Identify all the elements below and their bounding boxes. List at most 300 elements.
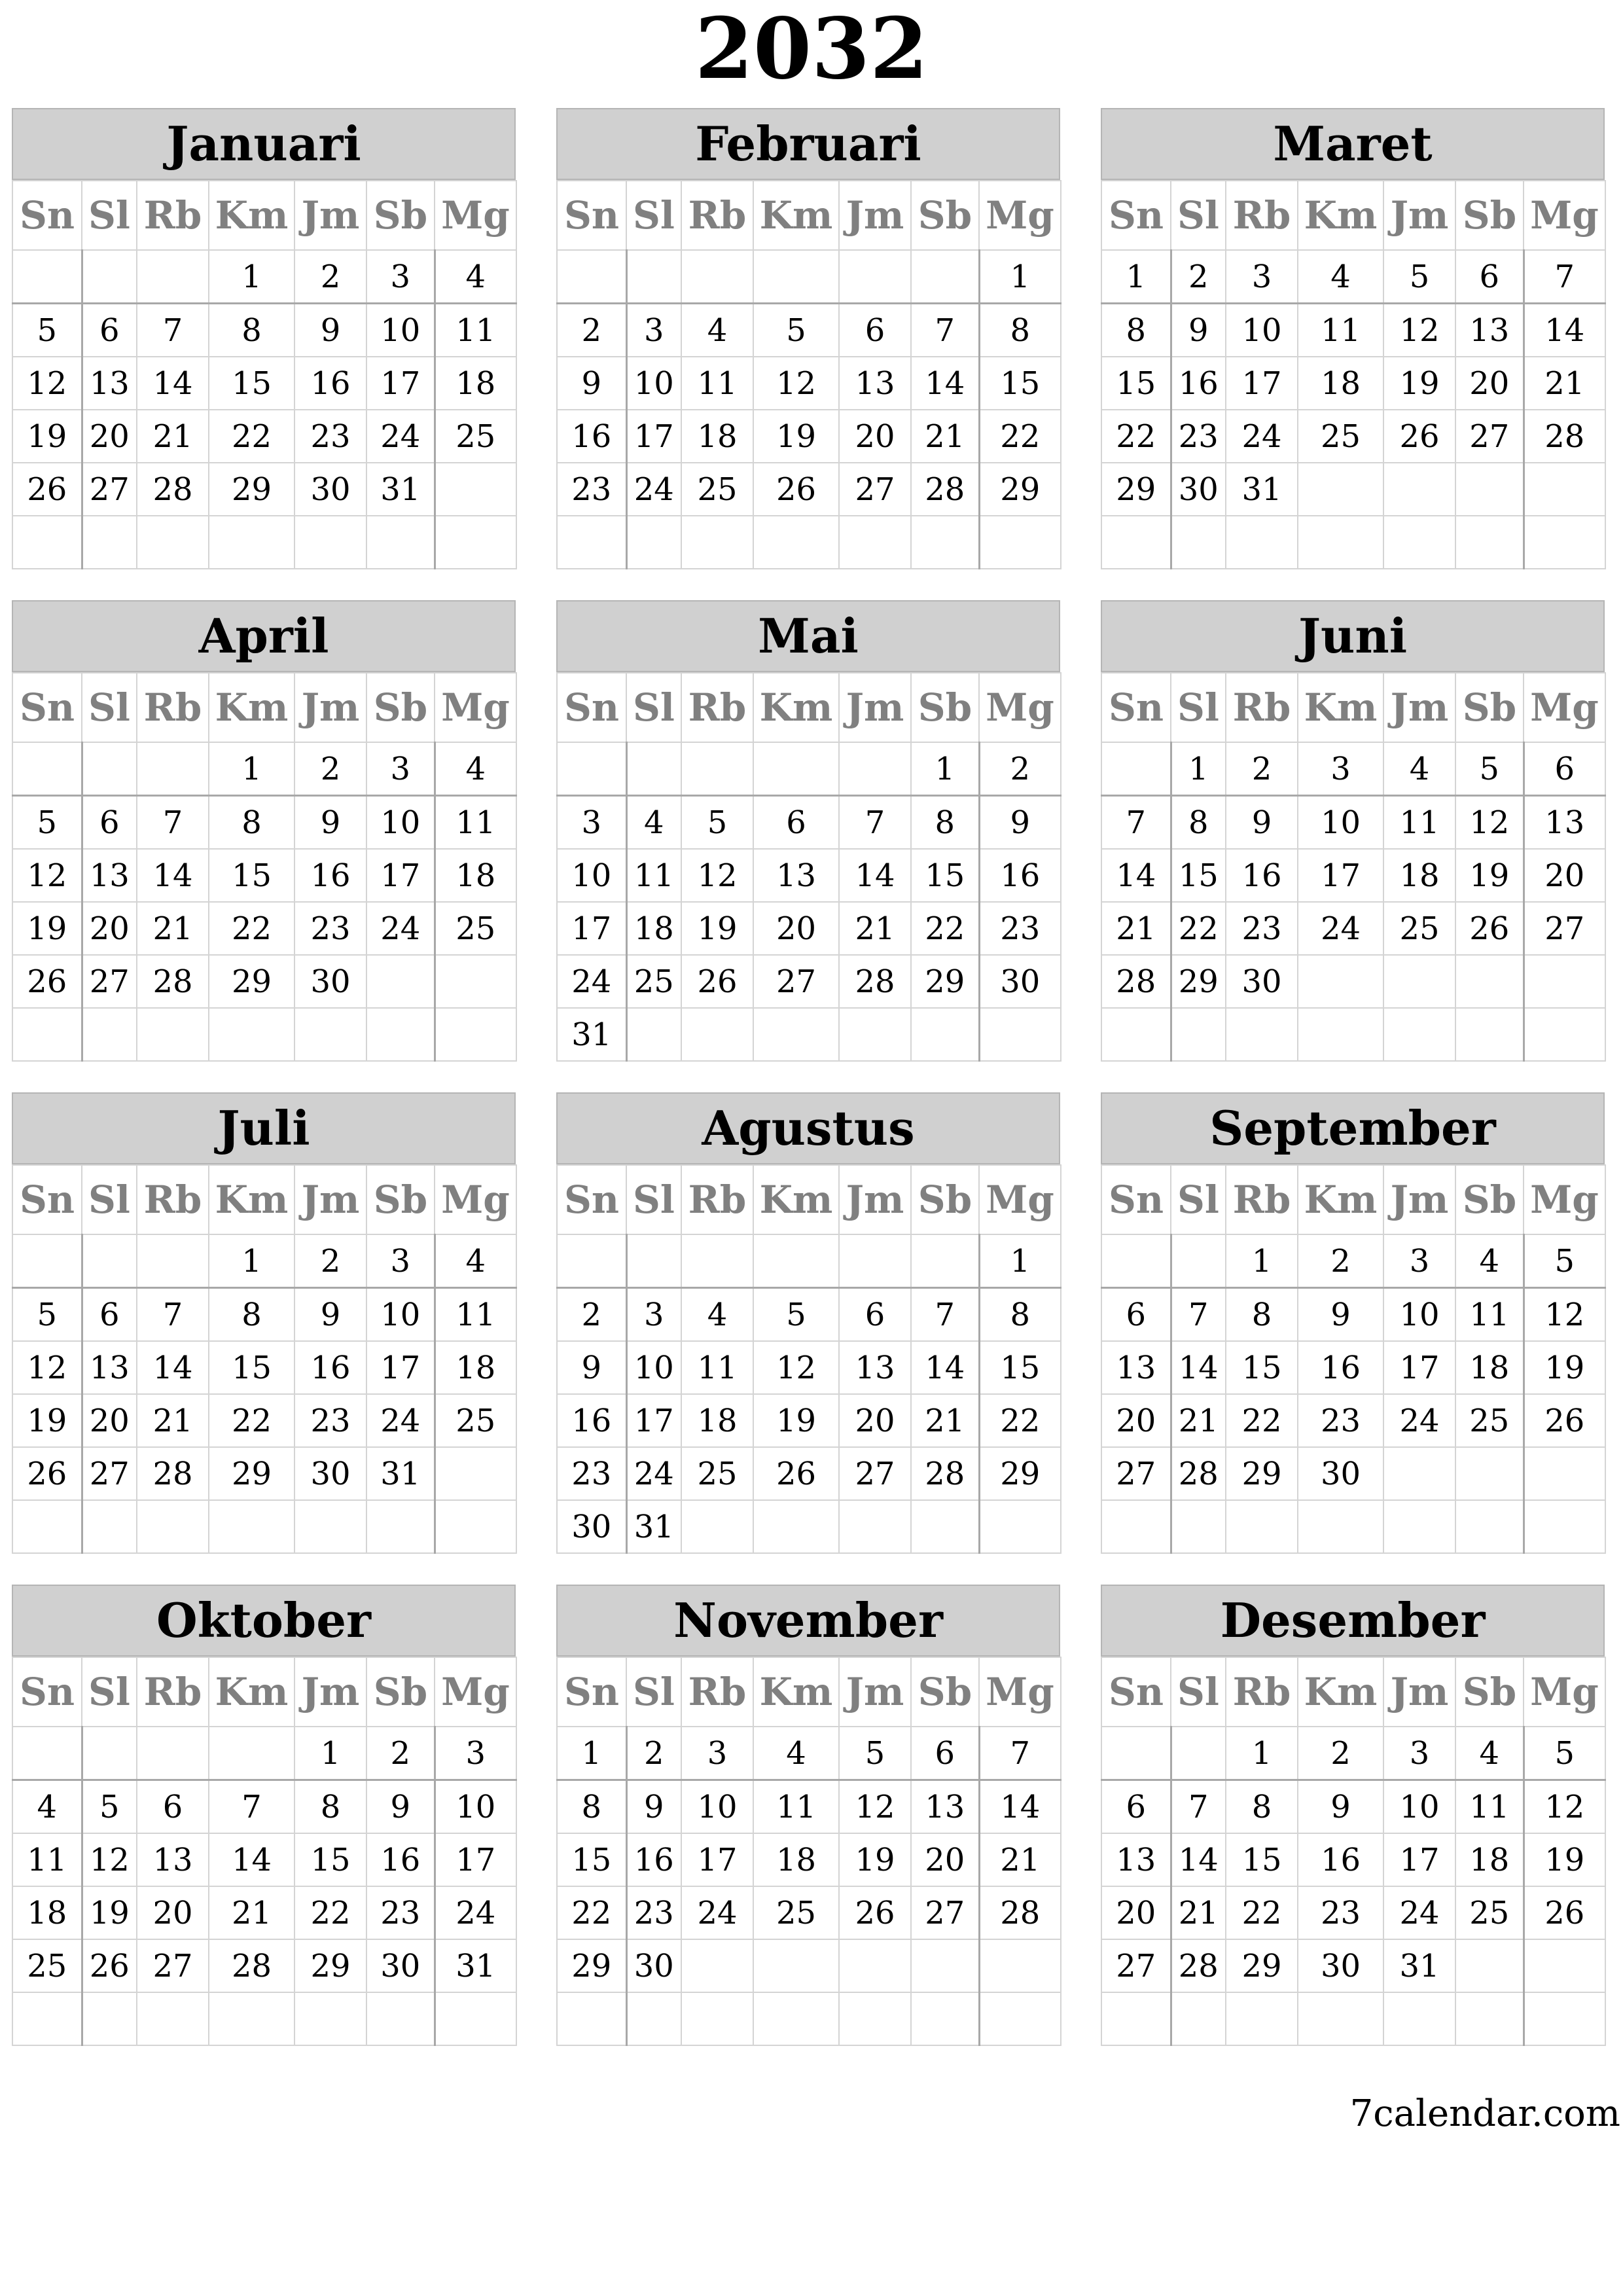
day-cell [1383,955,1455,1008]
day-cell: 4 [435,250,516,304]
weekday-header: Rb [1226,181,1298,250]
weekday-header: Km [753,673,839,742]
day-cell: 26 [1524,1886,1605,1939]
day-cell: 8 [209,1288,294,1342]
day-cell: 7 [911,304,979,357]
day-cell: 5 [753,1288,839,1342]
day-cell: 18 [435,1341,516,1394]
day-cell: 12 [12,849,82,902]
day-cell [681,1500,753,1553]
weekday-header: Jm [839,1165,911,1234]
day-cell: 13 [839,1341,911,1394]
day-cell: 22 [1171,902,1226,955]
day-cell: 18 [435,849,516,902]
day-cell [137,1727,209,1780]
weekday-header: Sn [12,673,82,742]
day-cell: 13 [911,1780,979,1834]
day-cell [1524,1939,1605,1992]
day-cell [1298,1008,1383,1061]
day-cell [979,516,1061,569]
day-cell: 23 [1226,902,1298,955]
day-cell: 4 [1455,1234,1524,1288]
day-cell: 20 [839,1394,911,1447]
day-cell: 23 [366,1886,435,1939]
day-cell [12,1008,82,1061]
day-cell: 23 [1298,1886,1383,1939]
month-12 [1101,1585,1605,2043]
day-cell: 10 [435,1780,516,1834]
day-cell [1171,1992,1226,2045]
day-cell: 8 [1101,304,1171,357]
day-cell [626,250,681,304]
week-row [12,357,516,410]
weekday-header-row [1101,673,1605,742]
day-cell: 25 [435,410,516,463]
weekday-header: Km [209,181,294,250]
week-row [557,742,1061,796]
month-title: Desember [1101,1585,1605,1657]
day-cell: 17 [1298,849,1383,902]
day-cell: 27 [839,463,911,516]
day-cell [1171,1500,1226,1553]
day-cell: 31 [366,1447,435,1500]
day-cell: 31 [626,1500,681,1553]
day-cell: 9 [1171,304,1226,357]
week-row [1101,1008,1605,1061]
day-cell: 21 [1171,1886,1226,1939]
day-cell: 27 [753,955,839,1008]
day-cell: 25 [753,1886,839,1939]
day-cell: 18 [435,357,516,410]
day-cell: 6 [1101,1780,1171,1834]
day-cell: 8 [209,304,294,357]
week-row [12,1992,516,2045]
day-cell: 20 [82,902,137,955]
day-cell: 14 [1524,304,1605,357]
day-cell: 31 [1383,1939,1455,1992]
weekday-header: Km [753,1657,839,1727]
day-cell: 5 [681,796,753,850]
day-cell [839,250,911,304]
day-cell: 30 [294,1447,366,1500]
week-row [1101,1234,1605,1288]
day-cell: 11 [435,304,516,357]
day-cell: 13 [82,849,137,902]
week-row [557,955,1061,1008]
day-cell: 5 [82,1780,137,1834]
day-cell [82,1500,137,1553]
day-cell: 8 [979,304,1061,357]
day-cell: 20 [1101,1886,1171,1939]
day-cell: 5 [1455,742,1524,796]
day-cell: 13 [1101,1833,1171,1886]
weekday-header: Sl [1171,1657,1226,1727]
day-cell [435,516,516,569]
day-cell: 19 [12,1394,82,1447]
day-cell: 11 [435,796,516,850]
weekday-header: Rb [1226,673,1298,742]
week-row [557,1394,1061,1447]
weekday-header: Km [209,1657,294,1727]
weekday-header: Sb [911,1657,979,1727]
day-cell: 19 [681,902,753,955]
day-cell [435,463,516,516]
day-cell [626,1234,681,1288]
day-cell: 27 [82,1447,137,1500]
day-cell [626,1992,681,2045]
day-cell: 11 [753,1780,839,1834]
day-cell: 5 [12,796,82,850]
day-cell: 10 [1383,1288,1455,1342]
day-cell: 23 [294,1394,366,1447]
week-row [1101,304,1605,357]
weekday-header: Sl [1171,181,1226,250]
day-cell: 16 [294,849,366,902]
month-grid [556,1657,1061,2046]
day-cell: 21 [839,902,911,955]
day-cell: 4 [1455,1727,1524,1780]
day-cell: 17 [557,902,626,955]
day-cell: 6 [1101,1288,1171,1342]
weekday-header-row [1101,181,1605,250]
week-row [12,1780,516,1834]
week-row [557,1234,1061,1288]
day-cell: 10 [626,357,681,410]
week-row [557,250,1061,304]
week-row [12,902,516,955]
day-cell: 5 [12,304,82,357]
day-cell [137,1234,209,1288]
weekday-header: Sn [1101,181,1171,250]
day-cell: 9 [557,1341,626,1394]
week-row [12,304,516,357]
day-cell: 8 [1226,1288,1298,1342]
day-cell [839,1500,911,1553]
day-cell: 12 [753,357,839,410]
month-6 [1101,600,1605,1058]
day-cell [435,1447,516,1500]
weekday-header: Mg [1524,1165,1605,1234]
day-cell: 14 [1171,1341,1226,1394]
day-cell: 1 [209,250,294,304]
day-cell: 25 [1298,410,1383,463]
day-cell: 24 [626,1447,681,1500]
day-cell: 26 [82,1939,137,1992]
weekday-header: Sl [82,1165,137,1234]
weekday-header-row [557,181,1061,250]
day-cell: 4 [681,304,753,357]
day-cell: 18 [626,902,681,955]
day-cell [137,742,209,796]
day-cell: 2 [366,1727,435,1780]
week-row [557,1727,1061,1780]
weekday-header: Mg [1524,1657,1605,1727]
day-cell: 22 [209,1394,294,1447]
weekday-header: Sb [1455,1657,1524,1727]
day-cell [1298,1500,1383,1553]
day-cell [1524,955,1605,1008]
day-cell: 12 [12,1341,82,1394]
day-cell: 15 [209,357,294,410]
day-cell: 10 [626,1341,681,1394]
day-cell [137,250,209,304]
day-cell [1455,1008,1524,1061]
day-cell: 6 [82,304,137,357]
day-cell: 3 [366,1234,435,1288]
week-row [557,463,1061,516]
week-row [1101,1394,1605,1447]
day-cell [209,1008,294,1061]
day-cell: 2 [1298,1727,1383,1780]
day-cell [681,250,753,304]
day-cell [753,1234,839,1288]
day-cell [753,250,839,304]
day-cell: 6 [1455,250,1524,304]
day-cell: 23 [557,1447,626,1500]
weekday-header-row [1101,1657,1605,1727]
month-1 [12,108,516,566]
day-cell: 11 [435,1288,516,1342]
day-cell [209,516,294,569]
weekday-header: Mg [979,673,1061,742]
day-cell: 25 [626,955,681,1008]
weekday-header: Sl [1171,1165,1226,1234]
day-cell: 26 [12,463,82,516]
day-cell: 30 [366,1939,435,1992]
day-cell [1455,516,1524,569]
weekday-header-row [12,673,516,742]
day-cell: 17 [1226,357,1298,410]
day-cell: 11 [681,1341,753,1394]
weekday-header: Rb [137,1657,209,1727]
day-cell: 15 [209,849,294,902]
day-cell: 22 [209,410,294,463]
day-cell: 12 [681,849,753,902]
day-cell [137,1992,209,2045]
day-cell: 23 [979,902,1061,955]
month-title: November [556,1585,1060,1657]
day-cell: 16 [1298,1341,1383,1394]
day-cell: 7 [911,1288,979,1342]
month-title: Januari [12,108,516,180]
day-cell: 12 [753,1341,839,1394]
day-cell: 22 [979,410,1061,463]
day-cell: 14 [1101,849,1171,902]
day-cell: 13 [137,1833,209,1886]
day-cell: 28 [1171,1447,1226,1500]
weekday-header: Sl [626,181,681,250]
day-cell: 7 [1524,250,1605,304]
day-cell: 29 [209,463,294,516]
day-cell: 5 [1383,250,1455,304]
day-cell: 21 [137,902,209,955]
day-cell [294,516,366,569]
day-cell: 15 [1226,1341,1298,1394]
day-cell: 8 [294,1780,366,1834]
weekday-header: Jm [294,673,366,742]
day-cell: 2 [1171,250,1226,304]
day-cell: 13 [82,1341,137,1394]
week-row [12,955,516,1008]
day-cell: 3 [1383,1727,1455,1780]
day-cell: 28 [911,463,979,516]
weekday-header: Sn [557,673,626,742]
week-row [1101,463,1605,516]
day-cell: 7 [839,796,911,850]
weekday-header: Mg [435,1657,516,1727]
weekday-header-row [557,1657,1061,1727]
day-cell: 31 [1226,463,1298,516]
week-row [12,1939,516,1992]
week-row [557,1939,1061,1992]
month-grid [1101,1657,1606,2046]
day-cell: 26 [753,1447,839,1500]
day-cell: 4 [626,796,681,850]
week-row [557,1447,1061,1500]
day-cell [366,955,435,1008]
day-cell: 1 [1226,1727,1298,1780]
weekday-header: Rb [1226,1165,1298,1234]
day-cell [137,1500,209,1553]
weekday-header-row [1101,1165,1605,1234]
day-cell: 1 [294,1727,366,1780]
day-cell: 19 [1383,357,1455,410]
weekday-header: Mg [979,1657,1061,1727]
day-cell: 11 [1298,304,1383,357]
week-row [557,849,1061,902]
day-cell: 20 [753,902,839,955]
day-cell: 22 [294,1886,366,1939]
day-cell: 9 [1298,1780,1383,1834]
month-title: September [1101,1092,1605,1164]
day-cell [1524,463,1605,516]
day-cell [1226,1500,1298,1553]
day-cell [753,742,839,796]
week-row [557,1341,1061,1394]
day-cell [1171,1727,1226,1780]
day-cell: 25 [1383,902,1455,955]
day-cell: 14 [1171,1833,1226,1886]
day-cell: 17 [681,1833,753,1886]
week-row [557,410,1061,463]
day-cell: 2 [294,742,366,796]
day-cell: 24 [1298,902,1383,955]
month-title: Mai [556,600,1060,672]
day-cell: 13 [839,357,911,410]
day-cell: 27 [137,1939,209,1992]
week-row [557,1500,1061,1553]
day-cell: 15 [911,849,979,902]
day-cell: 24 [366,902,435,955]
day-cell: 8 [1226,1780,1298,1834]
weekday-header: Km [1298,673,1383,742]
week-row [12,796,516,850]
weekday-header: Sl [82,181,137,250]
day-cell: 7 [209,1780,294,1834]
day-cell [911,1234,979,1288]
day-cell: 14 [979,1780,1061,1834]
day-cell: 10 [1226,304,1298,357]
day-cell: 8 [1171,796,1226,850]
day-cell [911,1992,979,2045]
day-cell: 10 [557,849,626,902]
day-cell [1298,955,1383,1008]
week-row [557,357,1061,410]
weekday-header: Mg [1524,181,1605,250]
day-cell: 2 [557,1288,626,1342]
day-cell [82,1008,137,1061]
day-cell [294,1992,366,2045]
weekday-header: Jm [294,1165,366,1234]
day-cell [753,516,839,569]
day-cell [366,1992,435,2045]
day-cell: 8 [557,1780,626,1834]
month-9 [1101,1092,1605,1551]
day-cell: 19 [12,902,82,955]
day-cell: 1 [1226,1234,1298,1288]
day-cell: 18 [1383,849,1455,902]
month-2 [556,108,1060,566]
day-cell: 20 [1455,357,1524,410]
day-cell [1171,1008,1226,1061]
day-cell: 6 [839,1288,911,1342]
week-row [12,1394,516,1447]
weekday-header: Jm [294,181,366,250]
day-cell: 15 [1101,357,1171,410]
day-cell [1524,1447,1605,1500]
weekday-header: Jm [1383,1165,1455,1234]
day-cell: 28 [1171,1939,1226,1992]
weekday-header: Sn [557,181,626,250]
day-cell: 2 [626,1727,681,1780]
day-cell [1101,1727,1171,1780]
day-cell [839,742,911,796]
day-cell: 22 [209,902,294,955]
day-cell [753,1008,839,1061]
day-cell [557,516,626,569]
day-cell: 30 [294,463,366,516]
day-cell [1524,1992,1605,2045]
weekday-header: Km [1298,1165,1383,1234]
weekday-header: Mg [435,181,516,250]
day-cell: 26 [681,955,753,1008]
day-cell: 9 [1226,796,1298,850]
weekday-header-row [12,1165,516,1234]
month-title: Februari [556,108,1060,180]
day-cell: 9 [294,796,366,850]
day-cell [137,1008,209,1061]
day-cell: 26 [839,1886,911,1939]
day-cell: 2 [294,250,366,304]
weekday-header: Jm [1383,181,1455,250]
day-cell: 4 [435,742,516,796]
day-cell [626,516,681,569]
day-cell: 12 [1383,304,1455,357]
day-cell: 15 [979,357,1061,410]
day-cell [911,516,979,569]
day-cell [681,742,753,796]
day-cell: 23 [294,410,366,463]
day-cell: 7 [1171,1288,1226,1342]
day-cell [1101,1500,1171,1553]
week-row [557,1008,1061,1061]
day-cell: 18 [681,1394,753,1447]
month-grid [556,1164,1061,1554]
day-cell: 1 [911,742,979,796]
day-cell: 19 [839,1833,911,1886]
day-cell: 2 [294,1234,366,1288]
day-cell: 14 [911,1341,979,1394]
